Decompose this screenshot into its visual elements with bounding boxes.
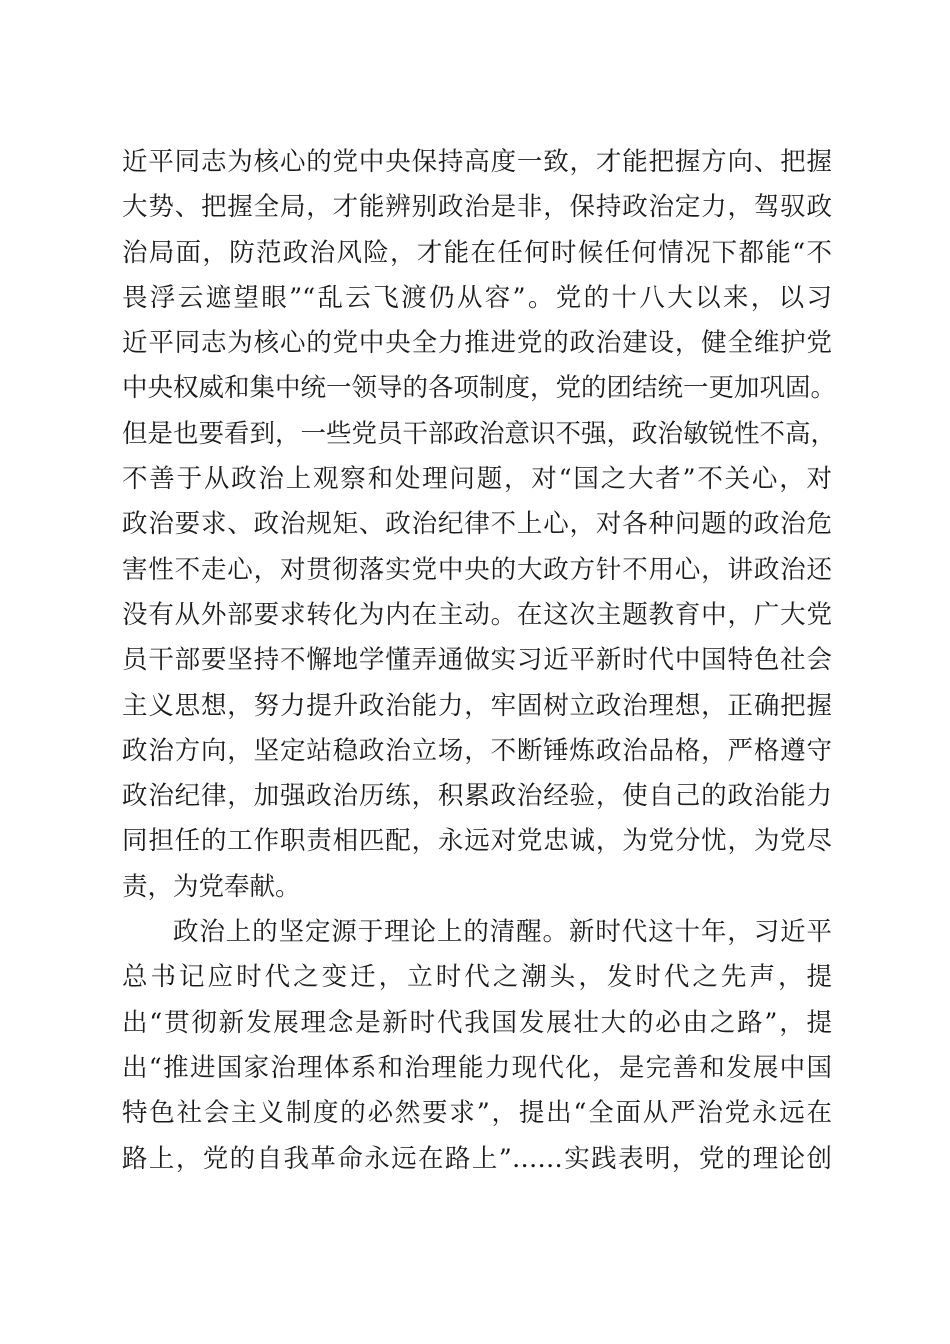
text-line: 路上，党的自我革命永远在路上”……实践表明，党的理论创	[122, 1143, 832, 1174]
text-line: 责，为党奉献。	[122, 871, 301, 902]
text-line: 政治上的坚定源于理论上的清醒。新时代这十年，习近平	[173, 917, 832, 948]
text-line: 出“贯彻新发展理念是新时代我国发展壮大的必由之路”，提	[122, 1007, 832, 1038]
text-line: 特色社会主义制度的必然要求”，提出“全面从严治党永远在	[122, 1098, 832, 1129]
text-line: 近平同志为核心的党中央保持高度一致，才能把握方向、把握	[122, 147, 832, 177]
text-line: 畏浮云遮望眼”“乱云飞渡仍从容”。党的十八大以来，以习	[122, 282, 832, 313]
text-line: 近平同志为核心的党中央全力推进党的政治建设，健全维护党	[122, 328, 832, 359]
text-line: 总书记应时代之变迁，立时代之潮头，发时代之先声，提	[122, 962, 832, 993]
text-line: 中央权威和集中统一领导的各项制度，党的团结统一更加巩固。	[122, 373, 837, 404]
paragraph-1	[122, 140, 837, 910]
text-line: 治局面，防范政治风险，才能在任何时候任何情况下都能“不	[122, 237, 832, 268]
document-body	[122, 140, 837, 1182]
text-line: 政治方向，坚定站稳政治立场，不断锤炼政治品格，严格遵守	[122, 735, 832, 766]
text-line: 主义思想，努力提升政治能力，牢固树立政治理想，正确把握	[122, 690, 832, 721]
text-line: 员干部要坚持不懈地学懂弄通做实习近平新时代中国特色社会	[122, 645, 832, 676]
text-line: 害性不走心，对贯彻落实党中央的大政方针不用心，讲政治还	[122, 554, 832, 585]
text-line: 没有从外部要求转化为内在主动。在这次主题教育中，广大党	[122, 599, 832, 630]
text-line: 同担任的工作职责相匹配，永远对党忠诚，为党分忧，为党尽	[122, 826, 832, 857]
text-line: 出“推进国家治理体系和治理能力现代化，是完善和发展中国	[122, 1052, 832, 1083]
text-line: 政治纪律，加强政治历练，积累政治经验，使自己的政治能力	[122, 781, 832, 812]
text-line: 不善于从政治上观察和处理问题，对“国之大者”不关心，对	[122, 464, 832, 495]
text-line: 但是也要看到，一些党员干部政治意识不强，政治敏锐性不高，	[122, 418, 837, 449]
text-line: 大势、把握全局，才能辨别政治是非，保持政治定力，驾驭政	[122, 192, 832, 223]
paragraph-2	[122, 910, 832, 1182]
text-line: 政治要求、政治规矩、政治纪律不上心，对各种问题的政治危	[122, 509, 832, 540]
